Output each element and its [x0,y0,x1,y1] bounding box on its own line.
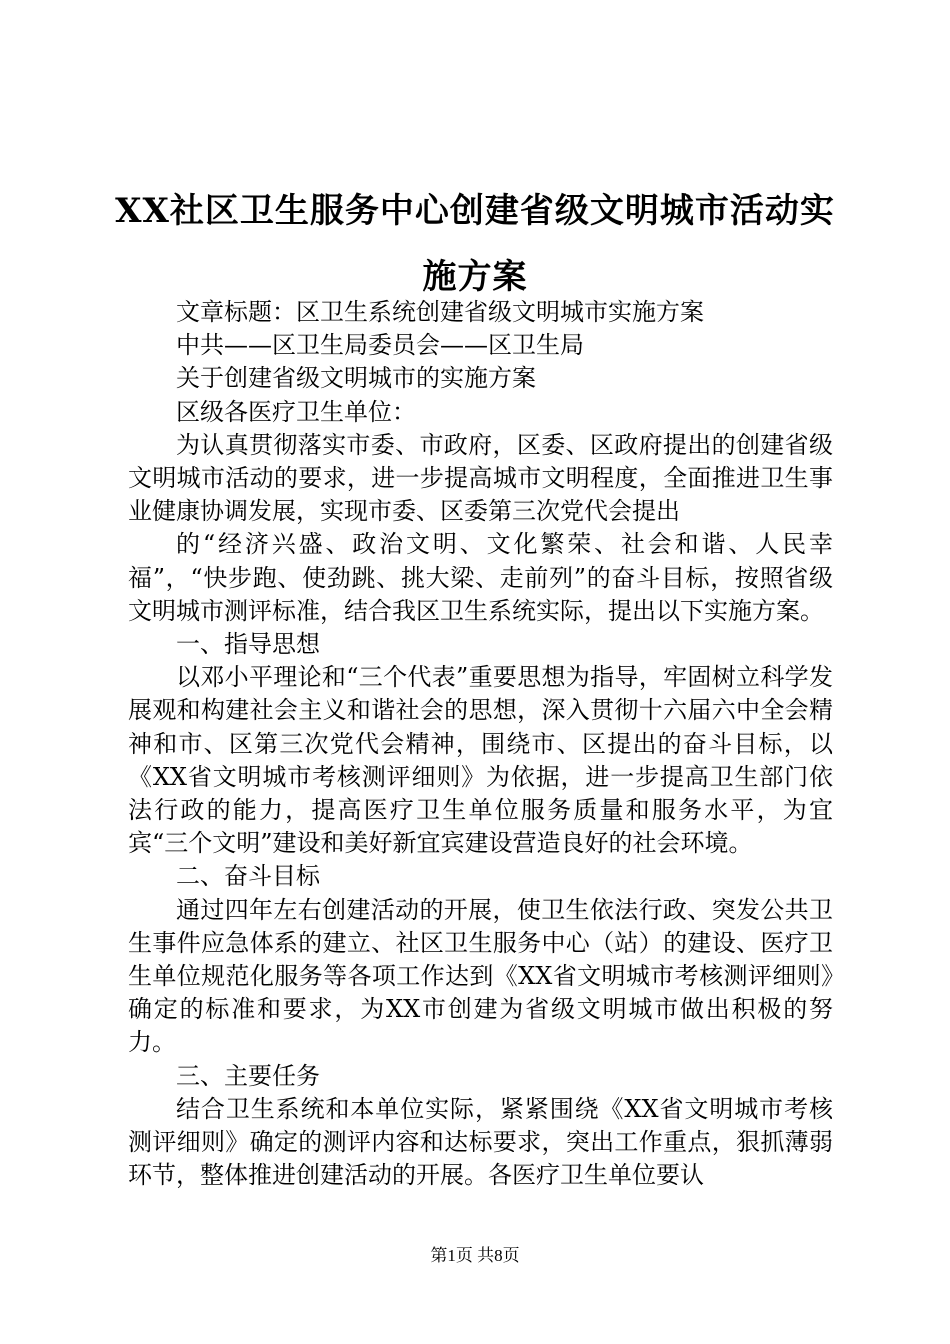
paragraph: 为认真贯彻落实市委、市政府，区委、区政府提出的创建省级文明城市活动的要求，进一步提高城市文明程度，全面推进卫生事业健康协调发展，实现市委、区委第三次党代会提出 [128,430,833,526]
paragraph: 中共——区卫生局委员会——区卫生局 [176,331,584,360]
section-heading: 一、指导思想 [176,630,320,659]
page-number: 第1页 共8页 [430,1246,520,1265]
paragraph: 的“经济兴盛、政治文明、文化繁荣、社会和谐、人民幸福”，“快步跑、使劲跳、挑大梁、走前列”的奋斗目标，按照省级文明城市测评标准，结合我区卫生系统实际，提出以下实施方案。 [128,530,833,625]
paragraph: 通过四年左右创建活动的开展，使卫生依法行政、突发公共卫生事件应急体系的建立、社区卫生服务中心（站）的建设、医疗卫生单位规范化服务等各项工作达到《XX省文明城市考核测评细则》确定的标准和要求，为XX市创建为省级文明城市做出积极的努力。 [128,895,833,1057]
document-title: XX社区卫生服务中心创建省级文明城市活动实施方案 [115,191,835,297]
paragraph: 区级各医疗卫生单位： [176,397,416,426]
paragraph: 文章标题：区卫生系统创建省级文明城市实施方案 [176,298,704,326]
paragraph: 以邓小平理论和“三个代表”重要思想为指导，牢固树立科学发展观和构建社会主义和谐社会的思想，深入贯彻十六届六中全会精神和市、区第三次党代会精神，围绕市、区提出的奋斗目标，以《XX省文明城市考核测评细则》为依据，进一步提高卫生部门依法行政的能力，提高医疗卫生单位服务质量和服务水平，为宜宾“三个文明”建设和美好新宜宾建设营造良好的社会环境。 [128,663,833,858]
paragraph: 关于创建省级文明城市的实施方案 [176,364,536,393]
document-body [128,296,833,1192]
paragraph: 结合卫生系统和本单位实际，紧紧围绕《XX省文明城市考核测评细则》确定的测评内容和达标要求，突出工作重点，狠抓薄弱环节，整体推进创建活动的开展。各医疗卫生单位要认 [128,1094,833,1190]
section-heading: 二、奋斗目标 [176,862,320,891]
section-heading: 三、主要任务 [176,1061,320,1090]
